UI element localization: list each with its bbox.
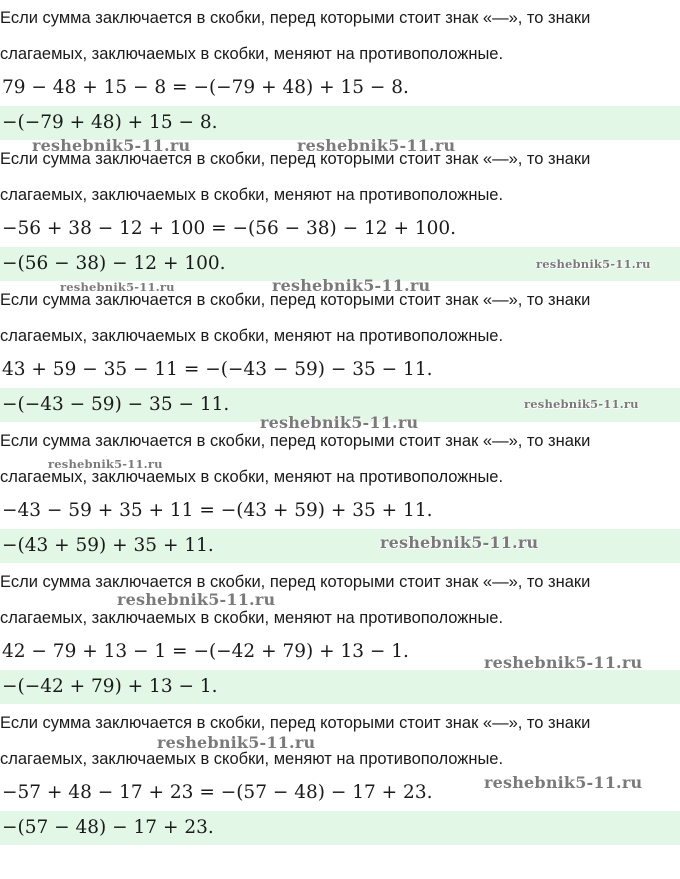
watermark: reshebnik5-11.ru — [297, 136, 456, 155]
answer-expression: −(43 + 59) + 35 + 11. — [2, 535, 214, 556]
solution-block-1 — [0, 0, 680, 141]
answer-highlight — [0, 811, 680, 845]
answer-highlight — [0, 529, 680, 563]
answer-expression: −(57 − 48) − 17 + 23. — [2, 817, 214, 838]
watermark: reshebnik5-11.ru — [48, 457, 163, 471]
equation: −56 + 38 − 12 + 100 = −(56 − 38) − 12 + 100. — [2, 218, 457, 239]
watermark: reshebnik5-11.ru — [60, 280, 175, 294]
equation: −43 − 59 + 35 + 11 = −(43 + 59) + 35 + 11. — [2, 500, 433, 521]
rule-text-line2: слагаемых, заключаемых в скобки, меняют на противоположные. — [0, 468, 504, 486]
rule-text-line2: слагаемых, заключаемых в скобки, меняют на противоположные. — [0, 186, 504, 204]
rule-text-line2: слагаемых, заключаемых в скобки, меняют на противоположные. — [0, 750, 504, 768]
equation: 43 + 59 − 35 − 11 = −(−43 − 59) − 35 − 11. — [2, 359, 433, 380]
equation: −57 + 48 − 17 + 23 = −(57 − 48) − 17 + 23. — [2, 782, 433, 803]
answer-highlight — [0, 106, 680, 140]
answer-expression: −(−79 + 48) + 15 − 8. — [2, 112, 218, 133]
watermark: reshebnik5-11.ru — [117, 590, 276, 609]
rule-text-line2: слагаемых, заключаемых в скобки, меняют на противоположные. — [0, 327, 504, 345]
rule-text-line1: Если сумма заключается в скобки, перед которыми стоит знак «—», то знаки — [0, 714, 591, 732]
watermark: reshebnik5-11.ru — [272, 276, 431, 295]
watermark: reshebnik5-11.ru — [536, 257, 651, 271]
answer-highlight — [0, 670, 680, 704]
rule-text-line1: Если сумма заключается в скобки, перед которыми стоит знак «—», то знаки — [0, 573, 591, 591]
answer-expression: −(56 − 38) − 12 + 100. — [2, 253, 226, 274]
answer-expression: −(−43 − 59) − 35 − 11. — [2, 394, 230, 415]
watermark: reshebnik5-11.ru — [380, 533, 539, 552]
solution-block-4 — [0, 423, 680, 564]
watermark: reshebnik5-11.ru — [260, 413, 419, 432]
watermark: reshebnik5-11.ru — [157, 733, 316, 752]
rule-text-line2: слагаемых, заключаемых в скобки, меняют на противоположные. — [0, 45, 504, 63]
answer-expression: −(−42 + 79) + 13 − 1. — [2, 676, 218, 697]
watermark: reshebnik5-11.ru — [32, 136, 191, 155]
solution-block-5 — [0, 564, 680, 705]
rule-text-line2: слагаемых, заключаемых в скобки, меняют на противоположные. — [0, 609, 504, 627]
watermark: reshebnik5-11.ru — [484, 773, 643, 792]
rule-text-line1: Если сумма заключается в скобки, перед которыми стоит знак «—», то знаки — [0, 291, 591, 309]
equation: 79 − 48 + 15 − 8 = −(−79 + 48) + 15 − 8. — [2, 77, 409, 98]
watermark: reshebnik5-11.ru — [524, 397, 639, 411]
rule-text-line1: Если сумма заключается в скобки, перед которыми стоит знак «—», то знаки — [0, 432, 591, 450]
watermark: reshebnik5-11.ru — [484, 653, 643, 672]
rule-text-line1: Если сумма заключается в скобки, перед которыми стоит знак «—», то знаки — [0, 150, 591, 168]
equation: 42 − 79 + 13 − 1 = −(−42 + 79) + 13 − 1. — [2, 641, 409, 662]
rule-text-line1: Если сумма заключается в скобки, перед которыми стоит знак «—», то знаки — [0, 9, 591, 27]
